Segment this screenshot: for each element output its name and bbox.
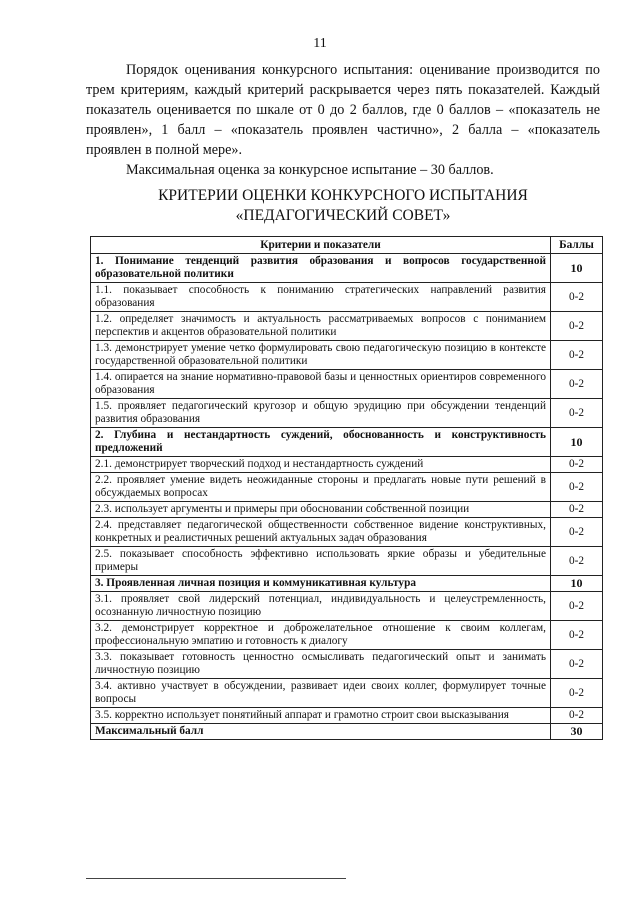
criterion-text: 1.2. определяет значимость и актуальность рассматриваемых вопросов с пониманием перспектив и акцентов образовательной политики [91,312,551,341]
criterion-score: 0-2 [551,502,603,518]
criterion-score: 0-2 [551,621,603,650]
criterion-text: 1. Понимание тенденций развития образования и вопросов государственной образовательной политики [91,254,551,283]
table-row [91,399,603,428]
criterion-text: 1.5. проявляет педагогический кругозор и общую эрудицию при обсуждении тенденций развития образования [91,399,551,428]
criterion-text: 1.4. опирается на знание нормативно-правовой базы и ценностных ориентиров современного образования [91,370,551,399]
page-number: 11 [313,36,327,51]
title-line: «ПЕДАГОГИЧЕСКИЙ СОВЕТ» [235,207,451,224]
criterion-score: 0-2 [551,370,603,399]
table-section-row [91,576,603,592]
table-row [91,370,603,399]
intro-paragraph: Порядок оценивания конкурсного испытания: оценивание производится по трем критериям, каждый критерий раскрывается через пять показателей. Каждый показатель оценивается по шкале от 0 до 2 баллов, где 0 баллов – «показатель не проявлен», 1 балл – «показатель проявлен частично», 2 балла – «показатель проявлен в полной мере». [86,62,600,158]
criterion-text: 3.4. активно участвует в обсуждении, развивает идеи своих коллег, формулирует точные вопросы [91,679,551,708]
criterion-score: 10 [551,576,603,592]
table-row [91,473,603,502]
table-row [91,679,603,708]
criterion-score: 0-2 [551,547,603,576]
criterion-score: 0-2 [551,592,603,621]
table-row [91,708,603,724]
criterion-score: 0-2 [551,679,603,708]
table-row [91,502,603,518]
criterion-score: 10 [551,254,603,283]
criterion-text: 3.3. показывает готовность ценностно осмысливать педагогический опыт и занимать личностную позицию [91,650,551,679]
criterion-score: 0-2 [551,312,603,341]
table-section-row [91,724,603,740]
criterion-score: 0-2 [551,473,603,502]
table-header-row [91,237,603,254]
table-row [91,650,603,679]
document-title [86,186,600,226]
criterion-text: 2.4. представляет педагогической общественности собственное видение конструктивных, конкретных и реалистичных решений актуальных задач образования [91,518,551,547]
criterion-text: 3.1. проявляет свой лидерский потенциал, индивидуальность и целеустремленность, осознанную личностную позицию [91,592,551,621]
table-row [91,457,603,473]
table-row [91,341,603,370]
table-row [91,621,603,650]
table-row [91,547,603,576]
criteria-table [90,236,603,740]
table-body [91,254,603,740]
criterion-score: 10 [551,428,603,457]
criterion-score: 0-2 [551,283,603,312]
criterion-text: 2.1. демонстрирует творческий подход и нестандартность суждений [91,457,551,473]
intro-text [86,60,600,180]
header-score: Баллы [551,237,603,254]
title-line: КРИТЕРИИ ОЦЕНКИ КОНКУРСНОГО ИСПЫТАНИЯ [158,187,528,204]
criterion-score: 0-2 [551,518,603,547]
table-row [91,518,603,547]
criterion-score: 0-2 [551,708,603,724]
table-section-row [91,254,603,283]
criterion-text: 3. Проявленная личная позиция и коммуникативная культура [91,576,551,592]
criterion-score: 0-2 [551,399,603,428]
criterion-text: 2.3. использует аргументы и примеры при обосновании собственной позиции [91,502,551,518]
criterion-text: 1.3. демонстрирует умение четко формулировать свою педагогическую позицию в контексте государственной образовательной политики [91,341,551,370]
criterion-text: 3.5. корректно использует понятийный аппарат и грамотно строит свои высказывания [91,708,551,724]
footnote-divider [86,878,346,879]
criterion-score: 0-2 [551,341,603,370]
criterion-score: 0-2 [551,457,603,473]
criterion-text: 3.2. демонстрирует корректное и доброжелательное отношение к своим коллегам, профессиональную эмпатию и готовность к диалогу [91,621,551,650]
criterion-score: 30 [551,724,603,740]
intro-paragraph: Максимальная оценка за конкурсное испытание – 30 баллов. [126,162,494,178]
header-criteria: Критерии и показатели [91,237,551,254]
table-row [91,592,603,621]
table-row [91,312,603,341]
criterion-text: 2.5. показывает способность эффективно использовать яркие образы и убедительные примеры [91,547,551,576]
criterion-text: Максимальный балл [91,724,551,740]
table-section-row [91,428,603,457]
table-row [91,283,603,312]
criterion-score: 0-2 [551,650,603,679]
criterion-text: 2.2. проявляет умение видеть неожиданные стороны и предлагать новые пути решений в обсуждаемых вопросах [91,473,551,502]
criterion-text: 1.1. показывает способность к пониманию стратегических направлений развития образования [91,283,551,312]
criterion-text: 2. Глубина и нестандартность суждений, обоснованность и конструктивность предложений [91,428,551,457]
